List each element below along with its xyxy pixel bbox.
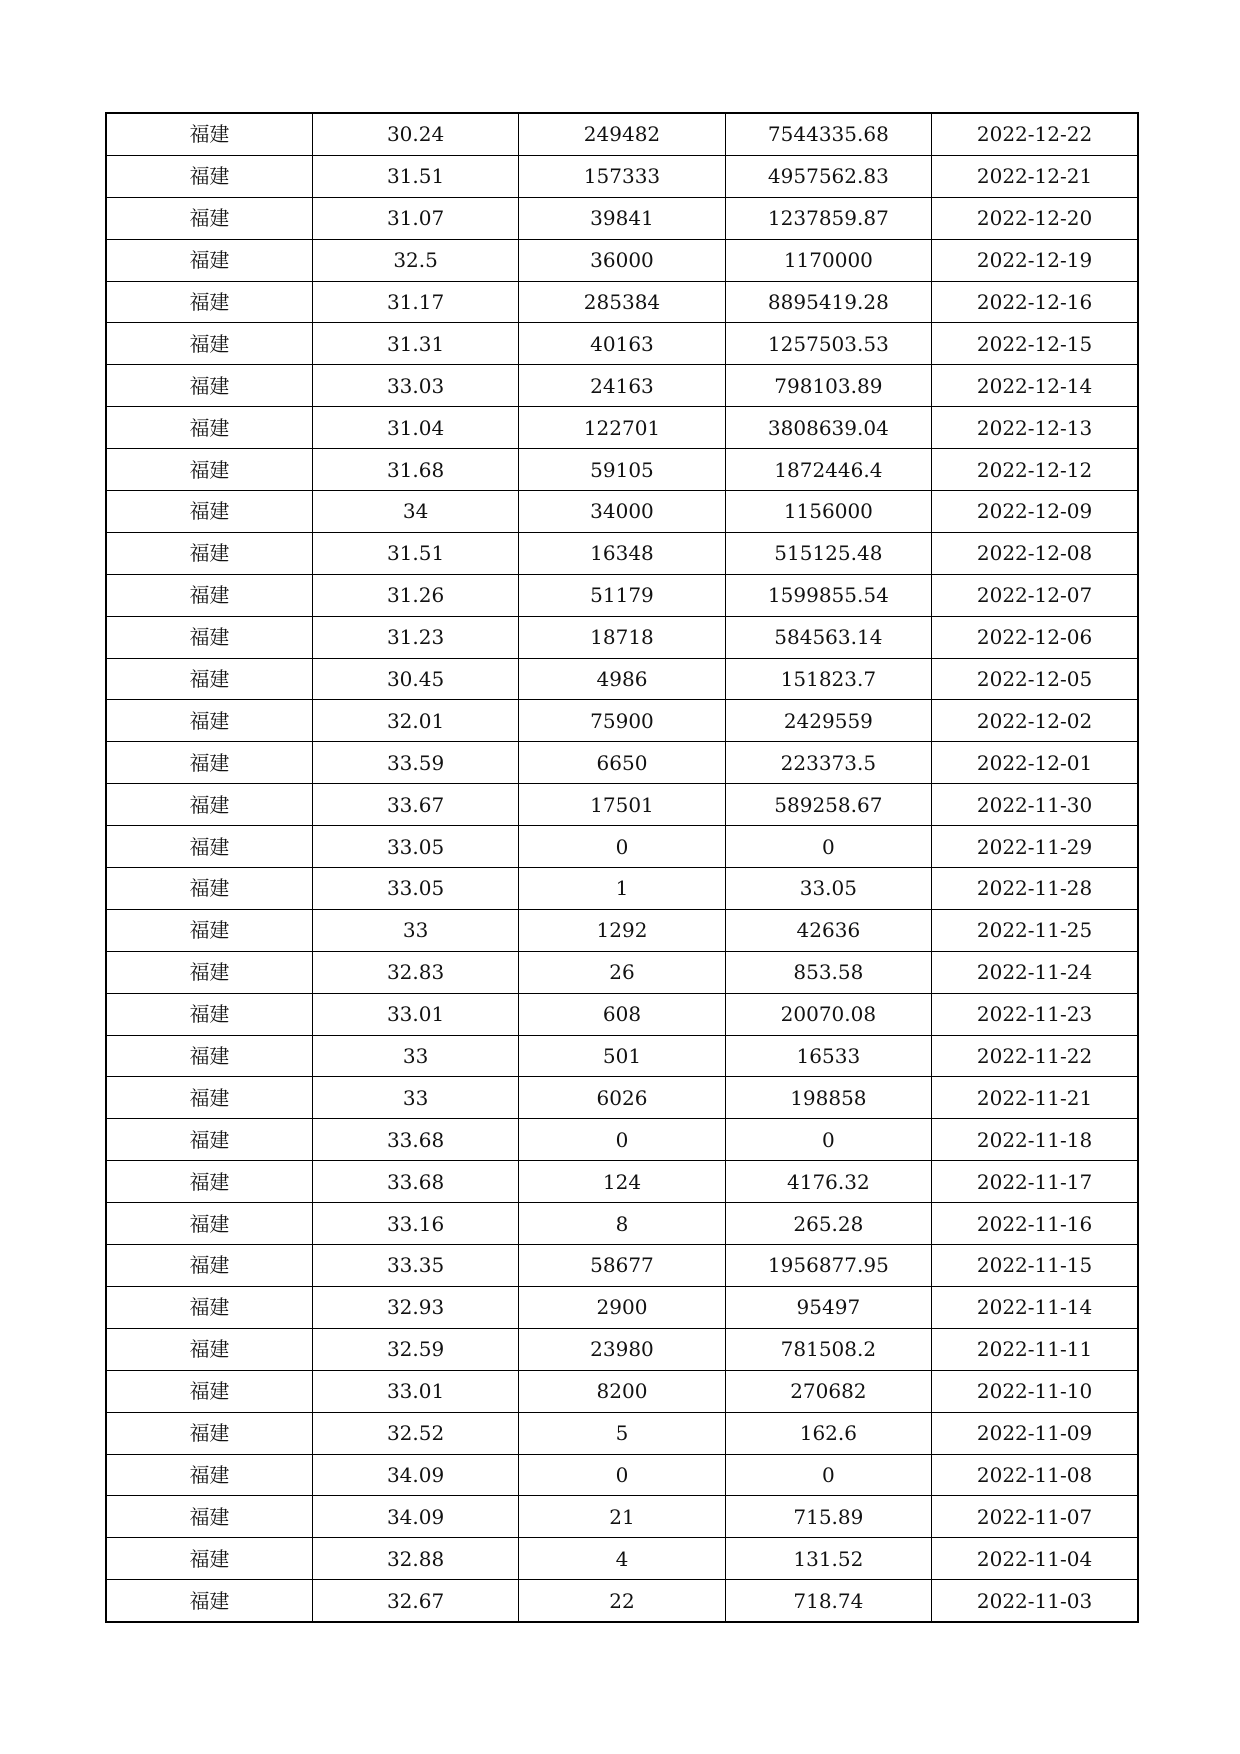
amount-cell: 1170000 [725, 239, 931, 281]
amount-cell: 131.52 [725, 1538, 931, 1580]
amount-cell: 715.89 [725, 1496, 931, 1538]
price-cell: 31.51 [312, 532, 518, 574]
price-cell: 31.04 [312, 407, 518, 449]
table-row [106, 700, 1138, 742]
price-cell: 33.67 [312, 784, 518, 826]
price-cell: 31.26 [312, 574, 518, 616]
region-cell: 福建 [106, 1245, 312, 1287]
date-cell: 2022-11-16 [932, 1203, 1138, 1245]
amount-cell: 853.58 [725, 951, 931, 993]
amount-cell: 2429559 [725, 700, 931, 742]
region-cell: 福建 [106, 742, 312, 784]
amount-cell: 584563.14 [725, 616, 931, 658]
price-cell: 32.5 [312, 239, 518, 281]
volume-cell: 36000 [519, 239, 725, 281]
table-row [106, 742, 1138, 784]
region-cell: 福建 [106, 784, 312, 826]
volume-cell: 5 [519, 1412, 725, 1454]
region-cell: 福建 [106, 700, 312, 742]
table-row [106, 951, 1138, 993]
amount-cell: 20070.08 [725, 993, 931, 1035]
table-row [106, 616, 1138, 658]
price-cell: 33.05 [312, 826, 518, 868]
amount-cell: 1237859.87 [725, 197, 931, 239]
price-cell: 34.09 [312, 1496, 518, 1538]
price-cell: 33.01 [312, 1370, 518, 1412]
price-cell: 33 [312, 909, 518, 951]
volume-cell: 58677 [519, 1245, 725, 1287]
date-cell: 2022-11-04 [932, 1538, 1138, 1580]
region-cell: 福建 [106, 1580, 312, 1622]
volume-cell: 501 [519, 1035, 725, 1077]
table-row [106, 113, 1138, 155]
region-cell: 福建 [106, 407, 312, 449]
price-cell: 33.03 [312, 365, 518, 407]
amount-cell: 1156000 [725, 491, 931, 533]
date-cell: 2022-11-22 [932, 1035, 1138, 1077]
amount-cell: 4176.32 [725, 1161, 931, 1203]
table-row [106, 1454, 1138, 1496]
region-cell: 福建 [106, 574, 312, 616]
volume-cell: 51179 [519, 574, 725, 616]
price-cell: 31.51 [312, 155, 518, 197]
date-cell: 2022-12-05 [932, 658, 1138, 700]
volume-cell: 16348 [519, 532, 725, 574]
date-cell: 2022-11-28 [932, 868, 1138, 910]
price-cell: 33.68 [312, 1119, 518, 1161]
volume-cell: 59105 [519, 449, 725, 491]
volume-cell: 0 [519, 1454, 725, 1496]
amount-cell: 589258.67 [725, 784, 931, 826]
price-cell: 32.59 [312, 1328, 518, 1370]
price-cell: 32.67 [312, 1580, 518, 1622]
table-row [106, 281, 1138, 323]
table-row [106, 993, 1138, 1035]
volume-cell: 18718 [519, 616, 725, 658]
region-cell: 福建 [106, 1454, 312, 1496]
region-cell: 福建 [106, 826, 312, 868]
region-cell: 福建 [106, 281, 312, 323]
amount-cell: 42636 [725, 909, 931, 951]
region-cell: 福建 [106, 113, 312, 155]
volume-cell: 34000 [519, 491, 725, 533]
amount-cell: 1599855.54 [725, 574, 931, 616]
price-cell: 33 [312, 1035, 518, 1077]
amount-cell: 0 [725, 1119, 931, 1161]
region-cell: 福建 [106, 616, 312, 658]
table-row [106, 197, 1138, 239]
amount-cell: 798103.89 [725, 365, 931, 407]
amount-cell: 1956877.95 [725, 1245, 931, 1287]
amount-cell: 151823.7 [725, 658, 931, 700]
amount-cell: 223373.5 [725, 742, 931, 784]
volume-cell: 8200 [519, 1370, 725, 1412]
region-cell: 福建 [106, 909, 312, 951]
price-cell: 30.24 [312, 113, 518, 155]
table-row [106, 784, 1138, 826]
table-row [106, 574, 1138, 616]
table-row [106, 909, 1138, 951]
table-row [106, 532, 1138, 574]
region-cell: 福建 [106, 1161, 312, 1203]
amount-cell: 265.28 [725, 1203, 931, 1245]
volume-cell: 24163 [519, 365, 725, 407]
table-body [106, 113, 1138, 1622]
table-row [106, 868, 1138, 910]
table-row [106, 1580, 1138, 1622]
date-cell: 2022-12-12 [932, 449, 1138, 491]
date-cell: 2022-11-08 [932, 1454, 1138, 1496]
date-cell: 2022-12-02 [932, 700, 1138, 742]
table-row [106, 1245, 1138, 1287]
table-row [106, 155, 1138, 197]
date-cell: 2022-12-15 [932, 323, 1138, 365]
region-cell: 福建 [106, 532, 312, 574]
amount-cell: 162.6 [725, 1412, 931, 1454]
volume-cell: 157333 [519, 155, 725, 197]
region-cell: 福建 [106, 197, 312, 239]
date-cell: 2022-11-24 [932, 951, 1138, 993]
price-volume-table [105, 112, 1139, 1623]
volume-cell: 26 [519, 951, 725, 993]
volume-cell: 124 [519, 1161, 725, 1203]
table-row [106, 1119, 1138, 1161]
table-row [106, 1328, 1138, 1370]
amount-cell: 515125.48 [725, 532, 931, 574]
table-row [106, 1203, 1138, 1245]
amount-cell: 1872446.4 [725, 449, 931, 491]
table-row [106, 449, 1138, 491]
date-cell: 2022-12-13 [932, 407, 1138, 449]
volume-cell: 4 [519, 1538, 725, 1580]
amount-cell: 3808639.04 [725, 407, 931, 449]
table-row [106, 365, 1138, 407]
amount-cell: 270682 [725, 1370, 931, 1412]
amount-cell: 4957562.83 [725, 155, 931, 197]
region-cell: 福建 [106, 1538, 312, 1580]
price-cell: 31.07 [312, 197, 518, 239]
region-cell: 福建 [106, 155, 312, 197]
price-cell: 32.52 [312, 1412, 518, 1454]
region-cell: 福建 [106, 239, 312, 281]
price-cell: 34.09 [312, 1454, 518, 1496]
price-cell: 31.31 [312, 323, 518, 365]
date-cell: 2022-12-20 [932, 197, 1138, 239]
date-cell: 2022-11-10 [932, 1370, 1138, 1412]
region-cell: 福建 [106, 491, 312, 533]
date-cell: 2022-11-09 [932, 1412, 1138, 1454]
volume-cell: 22 [519, 1580, 725, 1622]
table-row [106, 1496, 1138, 1538]
date-cell: 2022-12-21 [932, 155, 1138, 197]
amount-cell: 33.05 [725, 868, 931, 910]
region-cell: 福建 [106, 1328, 312, 1370]
price-cell: 33 [312, 1077, 518, 1119]
amount-cell: 1257503.53 [725, 323, 931, 365]
price-cell: 32.83 [312, 951, 518, 993]
date-cell: 2022-12-16 [932, 281, 1138, 323]
date-cell: 2022-11-29 [932, 826, 1138, 868]
date-cell: 2022-11-30 [932, 784, 1138, 826]
date-cell: 2022-11-11 [932, 1328, 1138, 1370]
date-cell: 2022-11-14 [932, 1286, 1138, 1328]
volume-cell: 17501 [519, 784, 725, 826]
volume-cell: 608 [519, 993, 725, 1035]
volume-cell: 6026 [519, 1077, 725, 1119]
table-row [106, 1370, 1138, 1412]
date-cell: 2022-12-22 [932, 113, 1138, 155]
region-cell: 福建 [106, 1077, 312, 1119]
amount-cell: 0 [725, 826, 931, 868]
table-row [106, 1077, 1138, 1119]
date-cell: 2022-11-15 [932, 1245, 1138, 1287]
date-cell: 2022-11-07 [932, 1496, 1138, 1538]
volume-cell: 75900 [519, 700, 725, 742]
price-cell: 31.17 [312, 281, 518, 323]
price-cell: 32.88 [312, 1538, 518, 1580]
price-cell: 30.45 [312, 658, 518, 700]
amount-cell: 16533 [725, 1035, 931, 1077]
table-row [106, 1538, 1138, 1580]
volume-cell: 249482 [519, 113, 725, 155]
price-cell: 34 [312, 491, 518, 533]
amount-cell: 7544335.68 [725, 113, 931, 155]
date-cell: 2022-12-09 [932, 491, 1138, 533]
date-cell: 2022-11-21 [932, 1077, 1138, 1119]
date-cell: 2022-12-14 [932, 365, 1138, 407]
price-cell: 33.59 [312, 742, 518, 784]
volume-cell: 6650 [519, 742, 725, 784]
price-cell: 31.23 [312, 616, 518, 658]
volume-cell: 0 [519, 826, 725, 868]
date-cell: 2022-11-18 [932, 1119, 1138, 1161]
table-row [106, 1286, 1138, 1328]
region-cell: 福建 [106, 658, 312, 700]
volume-cell: 23980 [519, 1328, 725, 1370]
price-cell: 33.05 [312, 868, 518, 910]
region-cell: 福建 [106, 1203, 312, 1245]
price-cell: 31.68 [312, 449, 518, 491]
volume-cell: 122701 [519, 407, 725, 449]
table-row [106, 1161, 1138, 1203]
region-cell: 福建 [106, 1412, 312, 1454]
date-cell: 2022-11-25 [932, 909, 1138, 951]
region-cell: 福建 [106, 1496, 312, 1538]
region-cell: 福建 [106, 993, 312, 1035]
volume-cell: 1292 [519, 909, 725, 951]
region-cell: 福建 [106, 868, 312, 910]
date-cell: 2022-12-19 [932, 239, 1138, 281]
price-cell: 33.35 [312, 1245, 518, 1287]
region-cell: 福建 [106, 1035, 312, 1077]
volume-cell: 40163 [519, 323, 725, 365]
region-cell: 福建 [106, 1286, 312, 1328]
volume-cell: 2900 [519, 1286, 725, 1328]
date-cell: 2022-12-01 [932, 742, 1138, 784]
volume-cell: 21 [519, 1496, 725, 1538]
date-cell: 2022-11-17 [932, 1161, 1138, 1203]
date-cell: 2022-12-06 [932, 616, 1138, 658]
volume-cell: 39841 [519, 197, 725, 239]
volume-cell: 8 [519, 1203, 725, 1245]
region-cell: 福建 [106, 449, 312, 491]
volume-cell: 4986 [519, 658, 725, 700]
table-row [106, 407, 1138, 449]
volume-cell: 0 [519, 1119, 725, 1161]
table-row [106, 239, 1138, 281]
price-cell: 32.01 [312, 700, 518, 742]
amount-cell: 198858 [725, 1077, 931, 1119]
region-cell: 福建 [106, 365, 312, 407]
price-cell: 32.93 [312, 1286, 518, 1328]
amount-cell: 718.74 [725, 1580, 931, 1622]
volume-cell: 285384 [519, 281, 725, 323]
region-cell: 福建 [106, 951, 312, 993]
amount-cell: 8895419.28 [725, 281, 931, 323]
date-cell: 2022-12-08 [932, 532, 1138, 574]
table-row [106, 658, 1138, 700]
amount-cell: 95497 [725, 1286, 931, 1328]
date-cell: 2022-12-07 [932, 574, 1138, 616]
amount-cell: 781508.2 [725, 1328, 931, 1370]
date-cell: 2022-11-23 [932, 993, 1138, 1035]
table-row [106, 491, 1138, 533]
price-cell: 33.01 [312, 993, 518, 1035]
price-cell: 33.16 [312, 1203, 518, 1245]
region-cell: 福建 [106, 323, 312, 365]
table-row [106, 826, 1138, 868]
region-cell: 福建 [106, 1119, 312, 1161]
date-cell: 2022-11-03 [932, 1580, 1138, 1622]
volume-cell: 1 [519, 868, 725, 910]
amount-cell: 0 [725, 1454, 931, 1496]
region-cell: 福建 [106, 1370, 312, 1412]
table-row [106, 1035, 1138, 1077]
table-row [106, 1412, 1138, 1454]
price-cell: 33.68 [312, 1161, 518, 1203]
table-row [106, 323, 1138, 365]
